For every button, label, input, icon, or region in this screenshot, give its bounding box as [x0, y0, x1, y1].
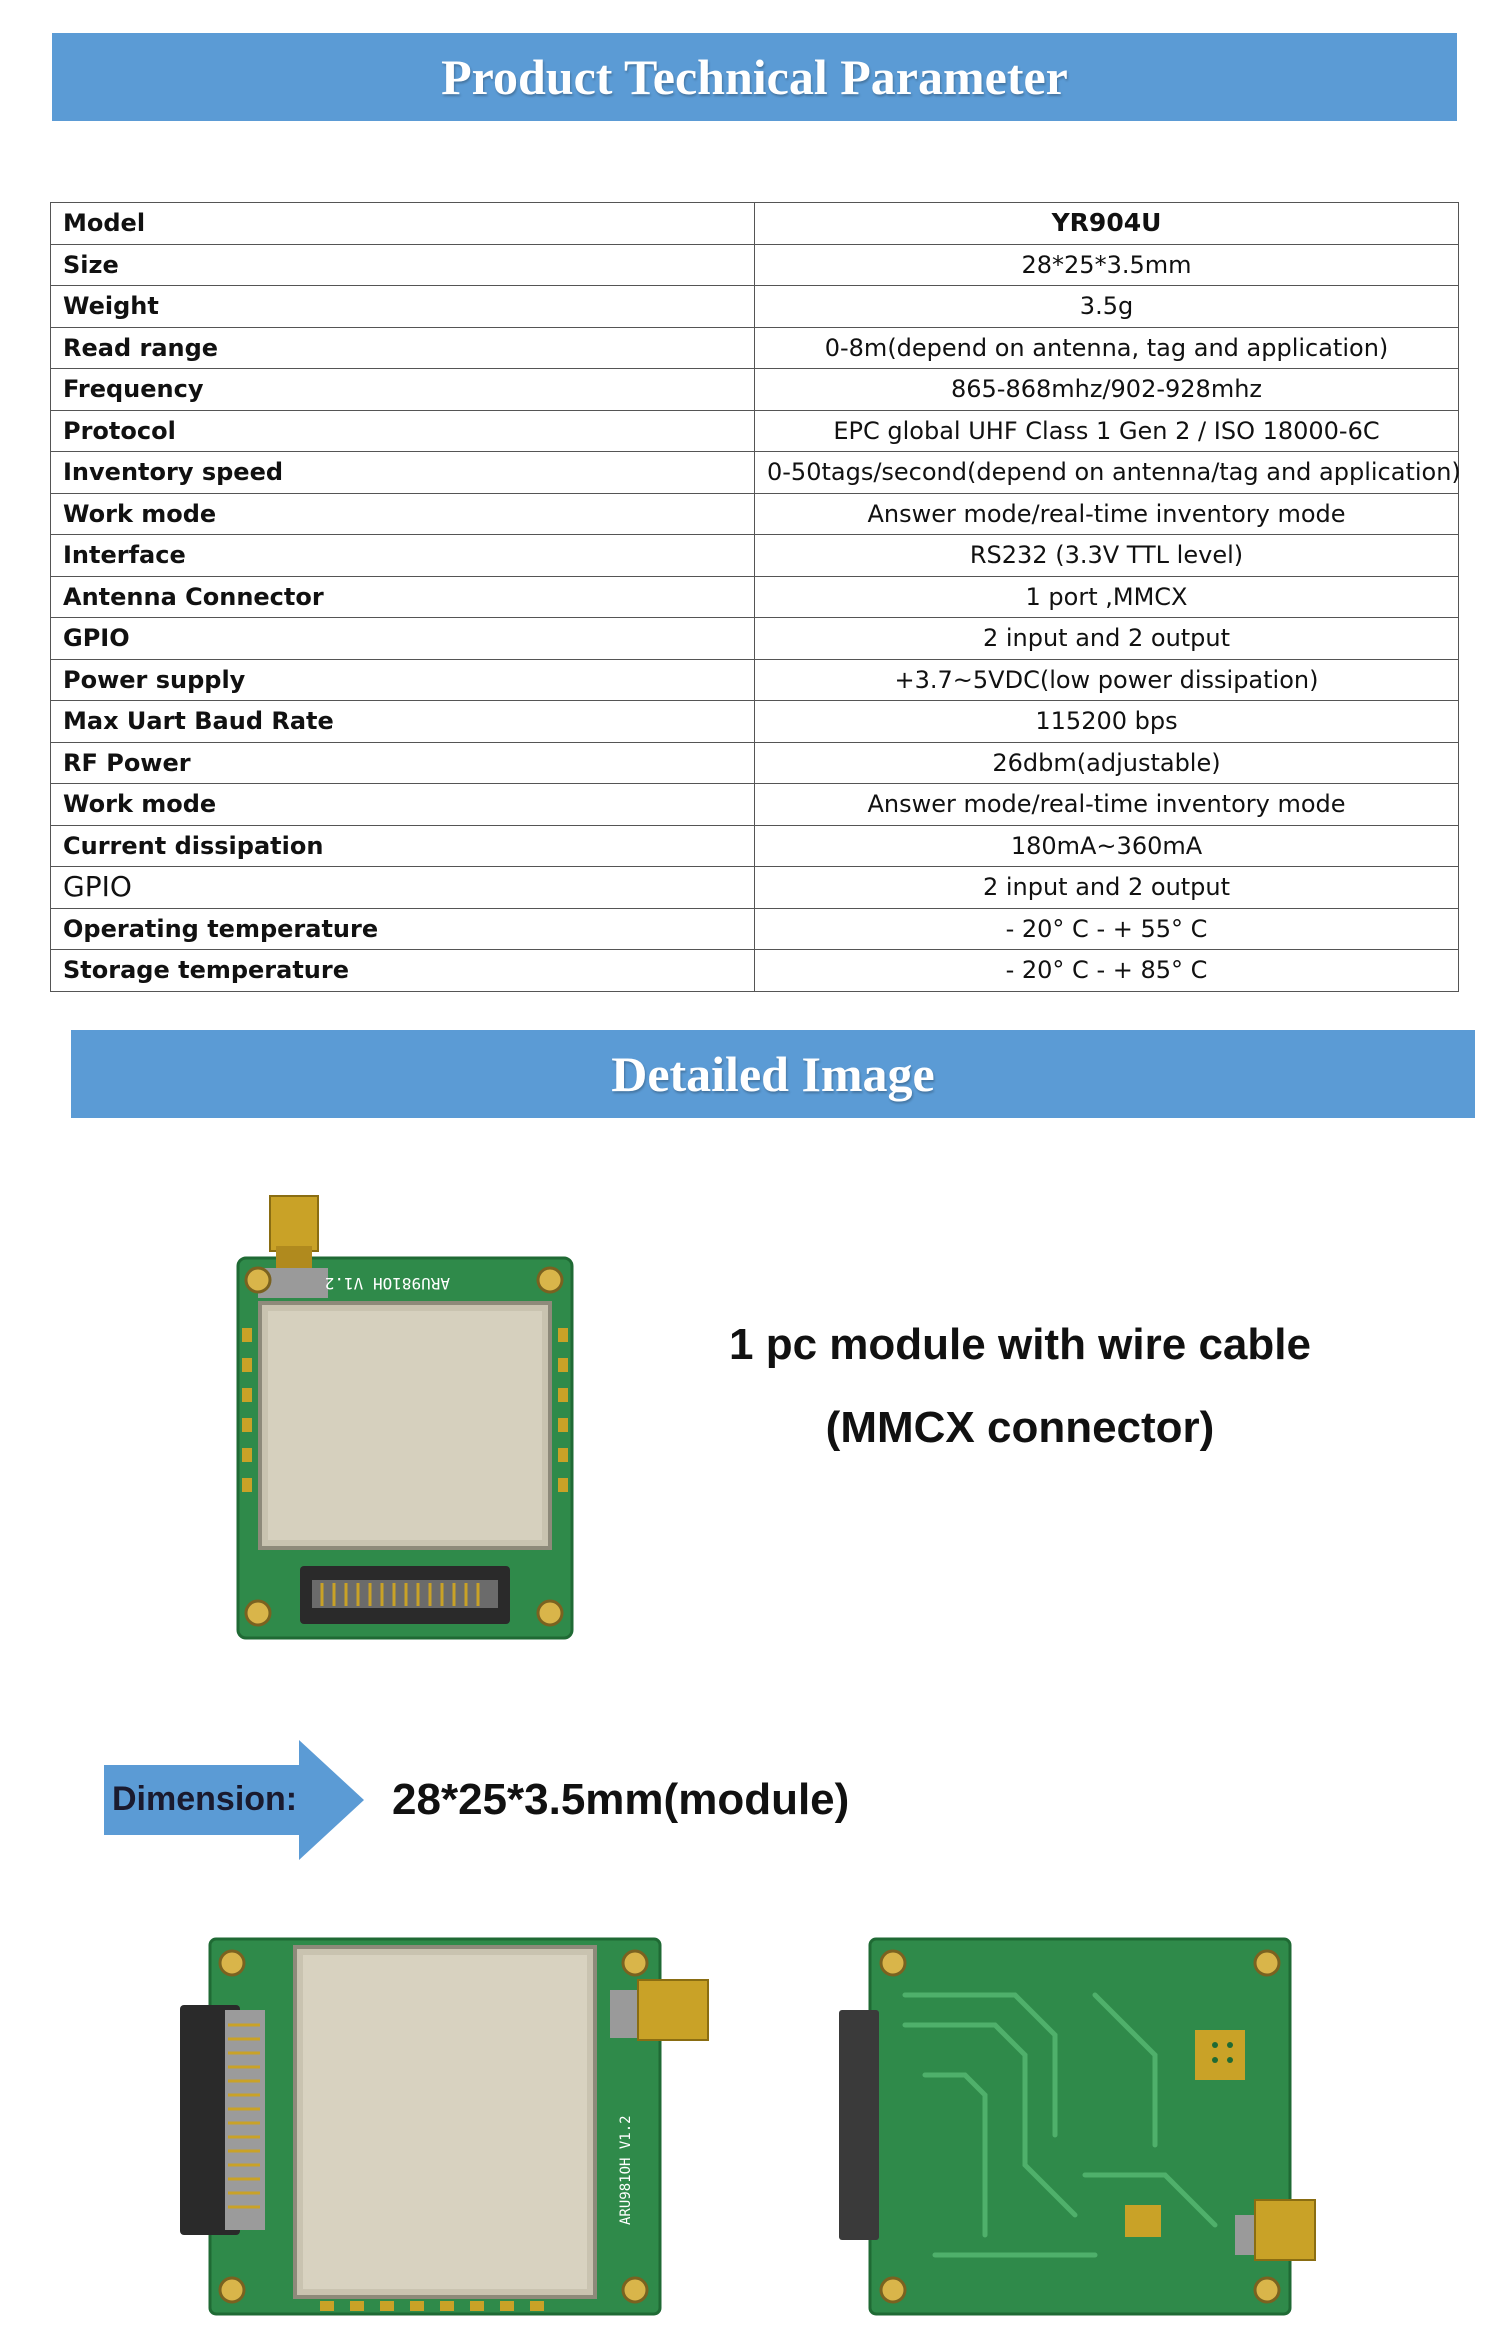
param-value: - 20° C - + 85° C	[755, 950, 1459, 992]
table-row	[51, 410, 1459, 452]
param-value: - 20° C - + 55° C	[755, 908, 1459, 950]
param-value: 0-50tags/second(depend on antenna/tag and application)	[755, 452, 1459, 494]
dimension-value: 28*25*3.5mm(module)	[392, 1775, 850, 1824]
module-front-image	[170, 1935, 730, 2320]
param-label: Max Uart Baud Rate	[51, 701, 755, 743]
param-label: Protocol	[51, 410, 755, 452]
table-row	[51, 784, 1459, 826]
param-label: Size	[51, 244, 755, 286]
table-row	[51, 950, 1459, 992]
parameter-table	[50, 202, 1459, 992]
param-value: 2 input and 2 output	[755, 618, 1459, 660]
param-value: Answer mode/real-time inventory mode	[755, 493, 1459, 535]
param-label: Read range	[51, 327, 755, 369]
param-label: Weight	[51, 286, 755, 328]
caption-line-2: (MMCX connector)	[825, 1403, 1215, 1452]
param-value: Answer mode/real-time inventory mode	[755, 784, 1459, 826]
param-label: RF Power	[51, 742, 755, 784]
section-title: Detailed Image	[611, 1046, 935, 1102]
table-row	[51, 535, 1459, 577]
section-banner-parameters	[52, 33, 1457, 121]
param-value: 2 input and 2 output	[755, 867, 1459, 909]
svg-text:ARU981OH V1.2: ARU981OH V1.2	[324, 1274, 450, 1293]
table-row	[51, 701, 1459, 743]
dimension-label: Dimension:	[112, 1780, 298, 1818]
param-label: Antenna Connector	[51, 576, 755, 618]
table-row	[51, 825, 1459, 867]
table-row	[51, 908, 1459, 950]
param-value: RS232 (3.3V TTL level)	[755, 535, 1459, 577]
param-value: +3.7~5VDC(low power dissipation)	[755, 659, 1459, 701]
module-back-image	[835, 1935, 1325, 2320]
table-row	[51, 493, 1459, 535]
module-top-image	[230, 1188, 580, 1648]
param-value: 0-8m(depend on antenna, tag and application)	[755, 327, 1459, 369]
param-value: 115200 bps	[755, 701, 1459, 743]
param-value: EPC global UHF Class 1 Gen 2 / ISO 18000-6C	[755, 410, 1459, 452]
param-value: 26dbm(adjustable)	[755, 742, 1459, 784]
param-label: Current dissipation	[51, 825, 755, 867]
param-label: Power supply	[51, 659, 755, 701]
param-label: Storage temperature	[51, 950, 755, 992]
section-title: Product Technical Parameter	[441, 49, 1068, 105]
table-row	[51, 286, 1459, 328]
table-row	[51, 244, 1459, 286]
param-value: 3.5g	[755, 286, 1459, 328]
param-value: YR904U	[755, 203, 1459, 245]
param-label: Work mode	[51, 493, 755, 535]
param-value: 865-868mhz/902-928mhz	[755, 369, 1459, 411]
table-row	[51, 327, 1459, 369]
table-row	[51, 618, 1459, 660]
param-value: 1 port ,MMCX	[755, 576, 1459, 618]
param-value: 28*25*3.5mm	[755, 244, 1459, 286]
param-label: Inventory speed	[51, 452, 755, 494]
param-label: Operating temperature	[51, 908, 755, 950]
svg-text:ARU981OH V1.2: ARU981OH V1.2	[618, 2115, 634, 2225]
table-row	[51, 742, 1459, 784]
table-row	[51, 659, 1459, 701]
table-row	[51, 576, 1459, 618]
table-row	[51, 203, 1459, 245]
section-banner-detail	[71, 1030, 1475, 1118]
table-row	[51, 452, 1459, 494]
param-label: Work mode	[51, 784, 755, 826]
param-label: Interface	[51, 535, 755, 577]
caption-line-1: 1 pc module with wire cable	[729, 1320, 1311, 1369]
param-label: Frequency	[51, 369, 755, 411]
param-value: 180mA~360mA	[755, 825, 1459, 867]
param-label: GPIO	[51, 867, 755, 909]
param-label: GPIO	[51, 618, 755, 660]
table-row	[51, 867, 1459, 909]
param-label: Model	[51, 203, 755, 245]
table-row	[51, 369, 1459, 411]
